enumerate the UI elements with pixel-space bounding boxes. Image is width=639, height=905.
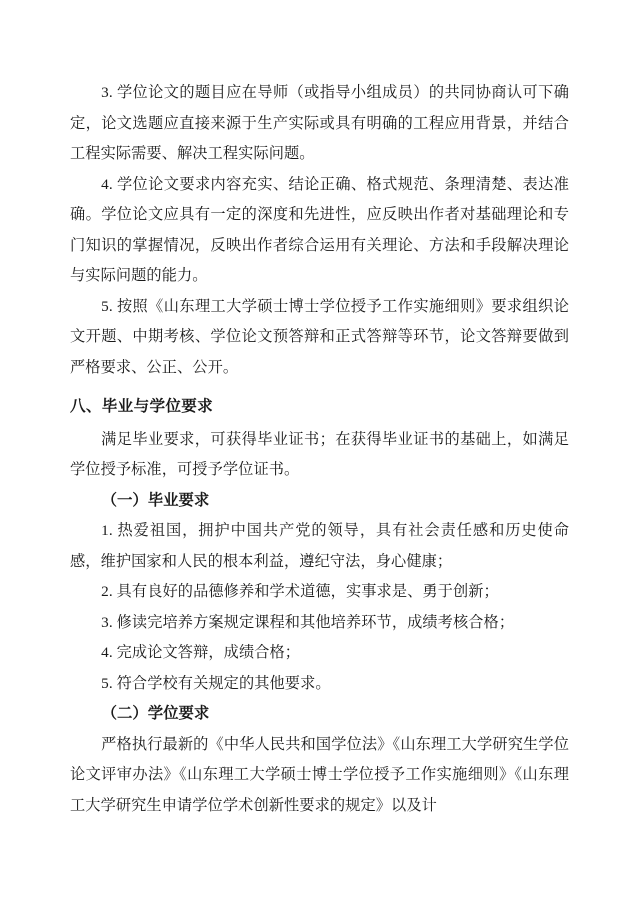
subheading-graduation-requirements: （一）毕业要求: [101, 491, 210, 509]
graduation-requirement-item-1: 1. 热爱祖国，拥护中国共产党的领导，具有社会责任感和历史使命感，维护国家和人民的根本利益，遵纪守法，身心健康；: [70, 522, 569, 570]
paragraph-item-5: 5. 按照《山东理工大学硕士博士学位授予工作实施细则》要求组织论文开题、中期考核、学位论文预答辩和正式答辩等环节，论文答辩要做到严格要求、公正、公开。: [70, 297, 569, 376]
paragraph-item-3: 3. 学位论文的题目应在导师（或指导小组成员）的共同协商认可下确定，论文选题应直接来源于生产实际或具有明确的工程应用背景，并结合工程实际需要、解决工程实际问题。: [70, 84, 569, 162]
degree-requirements-body: 严格执行最新的《中华人民共和国学位法》《山东理工大学研究生学位论文评审办法》《山东理工大学硕士博士学位授予工作实施细则》《山东理工大学研究生申请学位学术创新性要求的规定》以及计: [70, 735, 569, 814]
paragraph-item-4: 4. 学位论文要求内容充实、结论正确、格式规范、条理清楚、表达准确。学位论文应具有一定的深度和先进性，应反映出作者对基础理论和专门知识的掌握情况，反映出作者综合运用有关理论、方法和手段解决理论与实际问题的能力。: [70, 175, 569, 284]
section-heading-graduation-degree: 八、毕业与学位要求: [70, 398, 214, 415]
subheading-degree-requirements: （二）学位要求: [101, 705, 210, 722]
graduation-requirement-item-5: 5. 符合学校有关规定的其他要求。: [101, 674, 331, 692]
section-intro-paragraph: 满足毕业要求，可获得毕业证书；在获得毕业证书的基础上，如满足学位授予标准，可授予学位证书。: [70, 430, 569, 478]
graduation-requirement-item-4: 4. 完成论文答辩，成绩合格；: [101, 644, 301, 661]
graduation-requirement-item-2: 2. 具有良好的品德修养和学术道德，实事求是、勇于创新；: [101, 583, 499, 600]
graduation-requirement-item-3: 3. 修读完培养方案规定课程和其他培养环节，成绩考核合格；: [101, 613, 515, 631]
